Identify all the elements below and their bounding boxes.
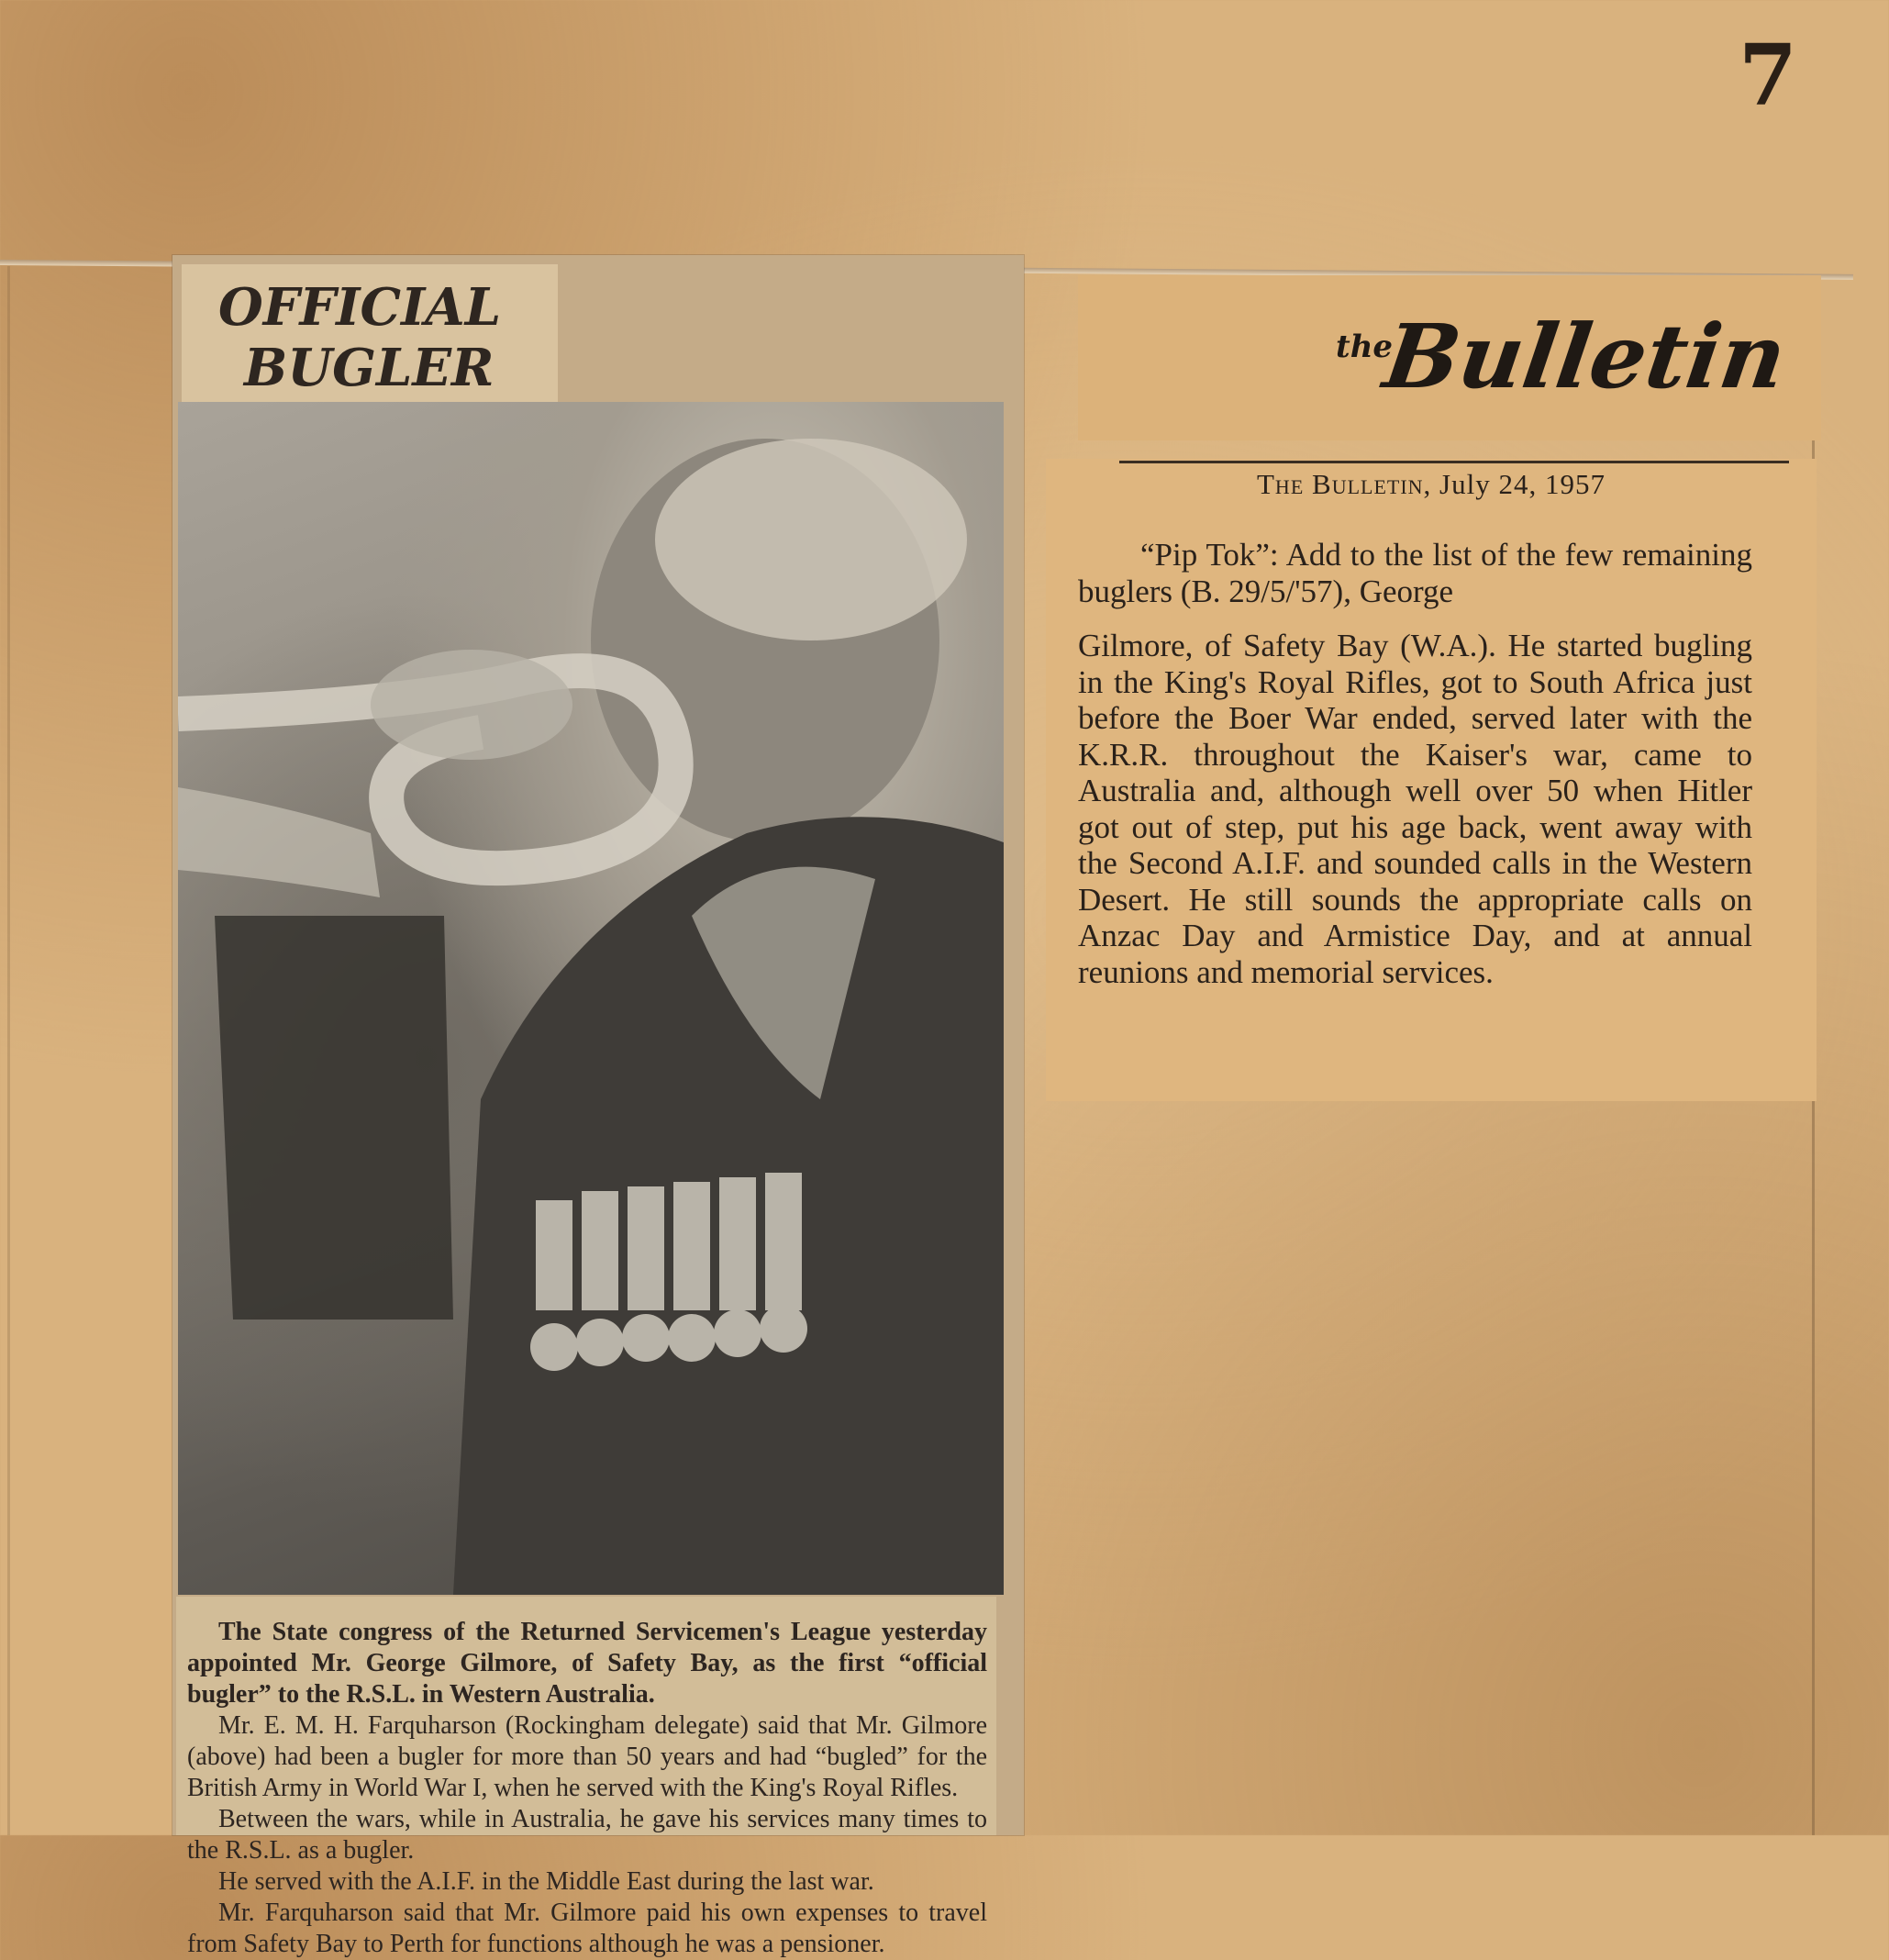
headline-line-2: BUGLER <box>244 338 494 398</box>
article-paragraph-2: Gilmore, of Safety Bay (W.A.). He started bugling in the King's Royal Rifles, got to South Africa just before the Boer War ended, served later with the K.R.R. throughout the Kaiser's war, came to Australia and, although well over 50 when Hitler got out of step, put his age back, went away with the Second A.I.F. and sounded calls in the Western Desert. He still sounds the appropriate calls on Anzac Day and Armistice Day, and at annual reunions and memorial services. <box>1078 628 1752 990</box>
photo-hair <box>655 439 967 640</box>
article-paragraph-1: “Pip Tok”: Add to the list of the few remaining buglers (B. 29/5/'57), George <box>1078 537 1752 609</box>
caption-lead: The State congress of the Returned Servicemen's League yesterday appointed Mr. George Gilmore, of Safety Bay, as the first “official bugler” to the R.S.L. in Western Australia. <box>187 1618 987 1709</box>
photo-caption <box>176 1597 996 1958</box>
photo-bugle-bell <box>178 787 380 897</box>
masthead-the: the <box>1336 329 1394 365</box>
photo-tassel <box>215 916 453 1320</box>
caption-paragraph: He served with the A.I.F. in the Middle East during the last war. <box>218 1867 874 1896</box>
article-body <box>1078 537 1752 990</box>
bugler-clipping <box>172 255 1024 1958</box>
caption-paragraph: Mr. E. M. H. Farquharson (Rockingham delegate) said that Mr. Gilmore (above) had been a bugler for more than 50 years and had “bugled” for the British Army in World War I, when he served with the King's Royal Rifles. <box>187 1711 987 1802</box>
bugler-photograph <box>178 402 1004 1595</box>
masthead-title: Bulletin <box>1378 305 1793 408</box>
dateline-publication: The Bulletin, <box>1257 468 1432 500</box>
left-margin-line <box>7 266 10 1835</box>
photo-hand <box>371 650 572 760</box>
clipping-headline <box>182 264 558 402</box>
dateline-date: July 24, 1957 <box>1439 468 1606 500</box>
bugler-photograph-drawing <box>178 402 1004 1595</box>
article-dateline <box>1060 468 1803 501</box>
article-rule <box>1119 461 1789 463</box>
headline-line-1: OFFICIAL <box>218 277 502 338</box>
caption-paragraph: Between the wars, while in Australia, he gave his services many times to the R.S.L. as a bugler. <box>187 1805 987 1865</box>
caption-paragraph: Mr. Farquharson said that Mr. Gilmore paid his own expenses to travel from Safety Bay to Perth for functions although he was a pensioner. <box>187 1899 987 1958</box>
page-number: 7 <box>1738 26 1797 125</box>
